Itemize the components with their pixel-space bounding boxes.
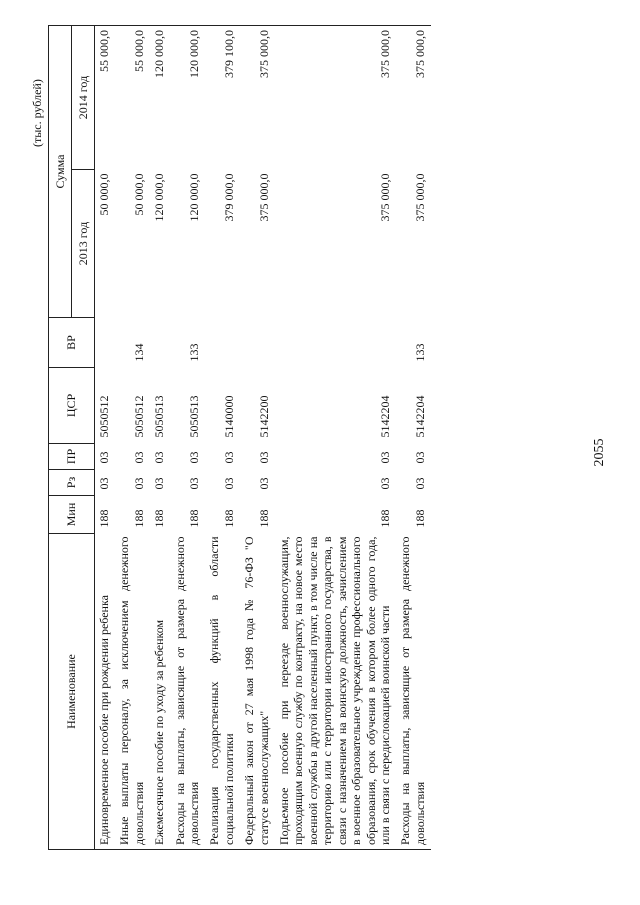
row-pr: 03: [187, 451, 202, 464]
row-pr: 03: [97, 451, 111, 464]
table-row: [275, 26, 396, 850]
budget-table: [48, 25, 431, 850]
row-csr: 5050513: [152, 395, 167, 438]
header-csr: ЦСР: [49, 368, 95, 444]
unit-note: (тыс. рублей): [30, 79, 44, 147]
row-min: 188: [131, 509, 146, 528]
row-min: 188: [97, 509, 111, 528]
row-min: 188: [221, 509, 236, 528]
row-2013: 120 000,0: [187, 173, 202, 222]
row-min: 188: [377, 509, 392, 528]
row-2013: 375 000,0: [412, 173, 427, 222]
row-pr: 03: [377, 451, 392, 464]
header-min: Мин: [49, 496, 95, 534]
row-rz: 03: [412, 477, 427, 490]
row-name: Иные выплаты персоналу, за исключением денежного довольствия: [115, 534, 150, 850]
row-rz: 03: [187, 477, 202, 490]
row-csr: 5142204: [412, 395, 427, 438]
page-number: 2055: [592, 438, 607, 467]
row-vr: [95, 318, 116, 368]
table-row: [171, 26, 206, 850]
row-name: Подъемное пособие при переезде военнослужащим, проходящим военную службу по контракту, на новое место военной службы в другой населенный пункт, в том числе на территорию или с территории иностранного государства, в связи с назначением на воинскую должность, зачислением в военное образовательное учреждение профессионального образования, срок обучения в котором более одного года, или в связи с передислокацией воинской части: [275, 534, 396, 850]
row-min: 188: [256, 509, 271, 528]
row-name: Федеральный закон от 27 мая 1998 года № 76-ФЗ "О статусе военнослужащих": [240, 534, 275, 850]
row-pr: 03: [256, 451, 271, 464]
row-rz: 03: [97, 477, 111, 490]
row-2013: 50 000,0: [97, 173, 111, 216]
row-csr: 5142204: [377, 395, 392, 438]
row-min: 188: [187, 509, 202, 528]
row-2013: 50 000,0: [131, 173, 146, 216]
row-vr: [240, 318, 275, 368]
header-vr: ВР: [49, 318, 95, 368]
table-row: [115, 26, 150, 850]
row-csr: 5050513: [187, 395, 202, 438]
row-2013: 379 000,0: [221, 173, 236, 222]
row-name: Ежемесячное пособие по уходу за ребенком: [150, 534, 170, 850]
row-2013: 120 000,0: [152, 173, 167, 222]
row-2014: 379 100,0: [205, 26, 240, 170]
table-row: [396, 26, 431, 850]
row-min: 188: [412, 509, 427, 528]
row-2014: 120 000,0: [171, 26, 206, 170]
row-vr: [205, 318, 240, 368]
row-csr: 5050512: [131, 395, 146, 438]
row-vr: [150, 318, 170, 368]
header-rz: Рз: [49, 470, 95, 496]
row-csr: 5142200: [256, 395, 271, 438]
row-2014: 55 000,0: [95, 26, 116, 170]
row-2014: 120 000,0: [150, 26, 170, 170]
table-row: [240, 26, 275, 850]
row-2014: 375 000,0: [275, 26, 396, 170]
table-row: [205, 26, 240, 850]
row-2013: 375 000,0: [256, 173, 271, 222]
header-pr: ПР: [49, 444, 95, 470]
row-csr: 5050512: [97, 395, 111, 438]
row-2014: 55 000,0: [115, 26, 150, 170]
header-name: Наименование: [49, 534, 95, 850]
row-2014: 375 000,0: [396, 26, 431, 170]
row-pr: 03: [412, 451, 427, 464]
row-vr: [275, 318, 396, 368]
row-rz: 03: [152, 477, 167, 490]
row-name: Единовременное пособие при рождении ребенка: [95, 534, 116, 850]
row-pr: 03: [152, 451, 167, 464]
row-pr: 03: [131, 451, 146, 464]
row-rz: 03: [256, 477, 271, 490]
table-row: [150, 26, 170, 850]
header-year-2013: 2013 год: [72, 170, 95, 318]
row-rz: 03: [221, 477, 236, 490]
row-min: 188: [152, 509, 167, 528]
table-row: [95, 26, 116, 850]
row-vr: 133: [412, 343, 427, 362]
header-year-2014: 2014 год: [72, 26, 95, 170]
row-rz: 03: [131, 477, 146, 490]
header-sum: Сумма: [49, 26, 72, 318]
row-vr: 134: [131, 343, 146, 362]
row-vr: 133: [187, 343, 202, 362]
row-2014: 375 000,0: [240, 26, 275, 170]
row-name: Расходы на выплаты, зависящие от размера денежного довольствия: [171, 534, 206, 850]
row-name: Реализация государственных функций в области социальной политики: [205, 534, 240, 850]
header-row: [49, 26, 72, 850]
row-pr: 03: [221, 451, 236, 464]
row-rz: 03: [377, 477, 392, 490]
row-2013: 375 000,0: [377, 173, 392, 222]
row-name: Расходы на выплаты, зависящие от размера денежного довольствия: [396, 534, 431, 850]
row-csr: 5140000: [221, 395, 236, 438]
